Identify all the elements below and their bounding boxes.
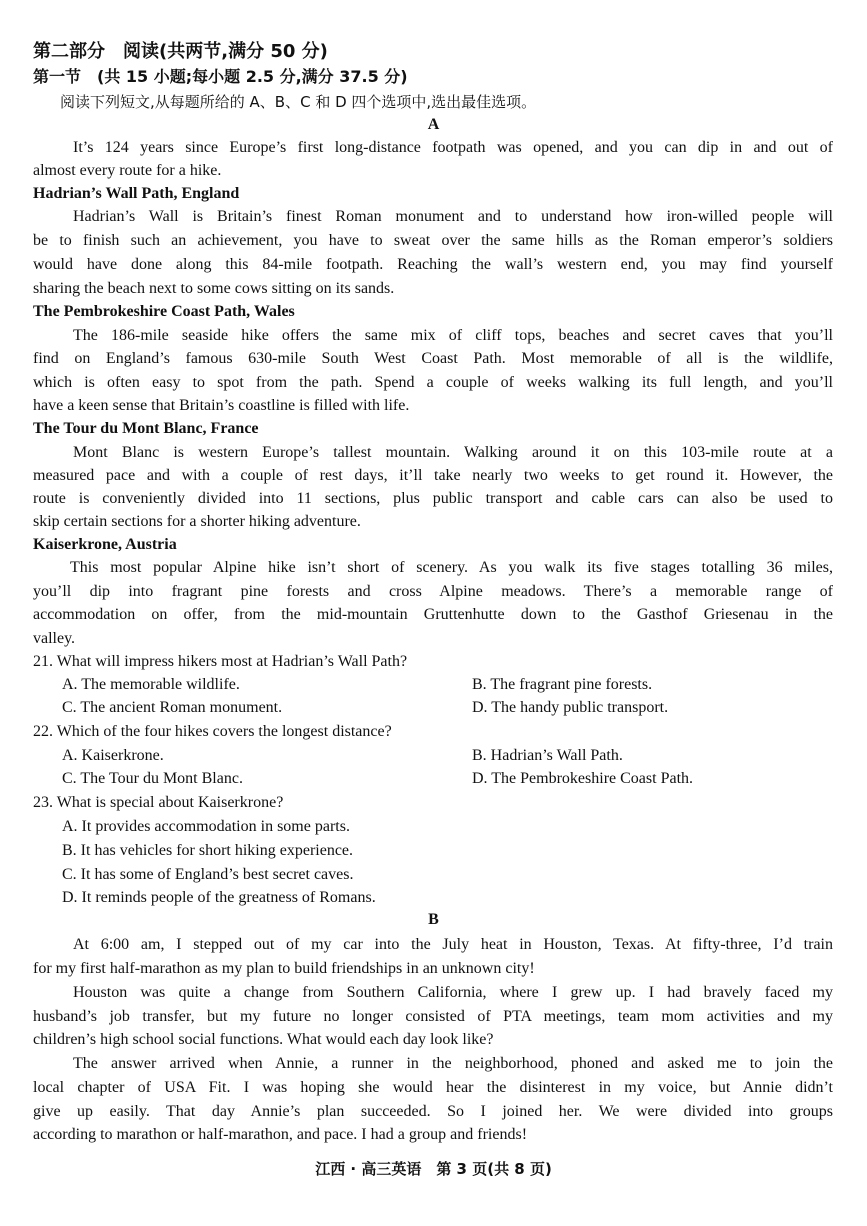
- paragraph-line: Hadrian’s Wall is Britain’s finest Roman monument and to understand how iron-willed people will: [73, 208, 833, 225]
- passage-a-intro-line: It’s 124 years since Europe’s first long-distance footpath was opened, and you can dip in and out of: [73, 139, 833, 156]
- page-footer: 江西 · 高三英语 第 3 页(共 8 页): [315, 1160, 552, 1178]
- question-23-option-b[interactable]: B. It has vehicles for short hiking experience.: [62, 842, 354, 859]
- paragraph-line: find on England’s famous 630-mile South West Coast Path. Most memorable of all is the wildlife,: [33, 350, 833, 367]
- paragraph-line: The answer arrived when Annie, a runner in the neighborhood, phoned and asked me to join the: [73, 1055, 833, 1072]
- paragraph-line: accommodation on offer, from the mid-mountain Gruttenhutte down to the Gasthof Griesenau in the: [33, 606, 833, 623]
- paragraph-line: have a keen sense that Britain’s coastline is filled with life.: [33, 397, 410, 414]
- paragraph-line: Houston was quite a change from Southern California, where I grew up. I had bravely faced my: [73, 984, 833, 1001]
- section-heading-hadrian: Hadrian’s Wall Path, England: [33, 185, 240, 202]
- question-21-option-b[interactable]: B. The fragrant pine forests.: [472, 676, 653, 693]
- section-heading-mont-blanc: The Tour du Mont Blanc, France: [33, 420, 259, 437]
- question-21-option-d[interactable]: D. The handy public transport.: [472, 699, 669, 716]
- instruction: 阅读下列短文,从每题所给的 A、B、C 和 D 四个选项中,选出最佳选项。: [60, 93, 537, 111]
- question-23-stem: 23. What is special about Kaiserkrone?: [33, 794, 284, 811]
- section-heading-pembrokeshire: The Pembrokeshire Coast Path, Wales: [33, 303, 295, 320]
- section-title: 第一节 (共 15 小题;每小题 2.5 分,满分 37.5 分): [33, 67, 408, 86]
- paragraph-line: measured pace and with a couple of rest days, it’ll take nearly two weeks to get round it. However, the: [33, 467, 833, 484]
- question-22-option-b[interactable]: B. Hadrian’s Wall Path.: [472, 747, 623, 764]
- paragraph-line: which is often easy to spot from the path. Spend a couple of weeks walking its full length, and you’ll: [33, 374, 833, 391]
- passage-b-label: B: [428, 911, 439, 928]
- question-22-option-d[interactable]: D. The Pembrokeshire Coast Path.: [472, 770, 694, 787]
- paragraph-line: At 6:00 am, I stepped out of my car into the July heat in Houston, Texas. At fifty-three, I’d train: [73, 936, 833, 953]
- question-21-option-c[interactable]: C. The ancient Roman monument.: [62, 699, 283, 716]
- paragraph-line: route is conveniently divided into 11 sections, plus public transport and cable cars can also be used to: [33, 490, 833, 507]
- paragraph-line: for my first half-marathon as my plan to build friendships in an unknown city!: [33, 960, 535, 977]
- paragraph-line: husband’s job transfer, but my future no longer consisted of PTA meetings, team mom activities and my: [33, 1008, 833, 1025]
- question-22-option-a[interactable]: A. Kaiserkrone.: [62, 747, 164, 764]
- paragraph-line: you’ll dip into fragrant pine forests and cross Alpine meadows. There’s a memorable range of: [33, 583, 833, 600]
- paragraph-line: give up easily. That day Annie’s plan succeeded. So I joined her. We were divided into groups: [33, 1103, 833, 1120]
- paragraph-line: valley.: [33, 630, 76, 647]
- paragraph-line: children’s high school social functions. What would each day look like?: [33, 1031, 494, 1048]
- question-23-option-c[interactable]: C. It has some of England’s best secret caves.: [62, 866, 354, 883]
- question-23-option-d[interactable]: D. It reminds people of the greatness of Romans.: [62, 889, 376, 906]
- question-21-stem: 21. What will impress hikers most at Hadrian’s Wall Path?: [33, 653, 408, 670]
- passage-a-intro-line: almost every route for a hike.: [33, 162, 222, 179]
- paragraph-line: local chapter of USA Fit. I was hoping she would hear the disinterest in my voice, but Annie didn’t: [33, 1079, 833, 1096]
- part-title: 第二部分 阅读(共两节,满分 50 分): [33, 41, 328, 62]
- paragraph-line: skip certain sections for a shorter hiking adventure.: [33, 513, 361, 530]
- question-22-option-c[interactable]: C. The Tour du Mont Blanc.: [62, 770, 243, 787]
- question-23-option-a[interactable]: A. It provides accommodation in some parts.: [62, 818, 350, 835]
- section-heading-kaiserkrone: Kaiserkrone, Austria: [33, 536, 177, 553]
- passage-a-label: A: [427, 116, 440, 133]
- paragraph-line: according to marathon or half-marathon, and pace. I had a group and friends!: [33, 1126, 528, 1143]
- question-22-stem: 22. Which of the four hikes covers the longest distance?: [33, 723, 392, 740]
- paragraph-line: The 186-mile seaside hike offers the same mix of cliff tops, beaches and secret caves that you’ll: [73, 327, 833, 344]
- paragraph-line: sharing the beach next to some cows sitting on its sands.: [33, 280, 395, 297]
- paragraph-line: be to finish such an achievement, you have to sweat over the same hills as the Roman emperor’s soldiers: [33, 232, 833, 249]
- paragraph-line: would have done along this 84-mile footpath. Reaching the wall’s western end, you may find yourself: [33, 256, 833, 273]
- paragraph-line: Mont Blanc is western Europe’s tallest mountain. Walking around it on this 103-mile route at a: [73, 444, 833, 461]
- paragraph-line: This most popular Alpine hike isn’t short of scenery. As you walk its five stages totalling 36 miles,: [70, 559, 833, 576]
- question-21-option-a[interactable]: A. The memorable wildlife.: [62, 676, 240, 693]
